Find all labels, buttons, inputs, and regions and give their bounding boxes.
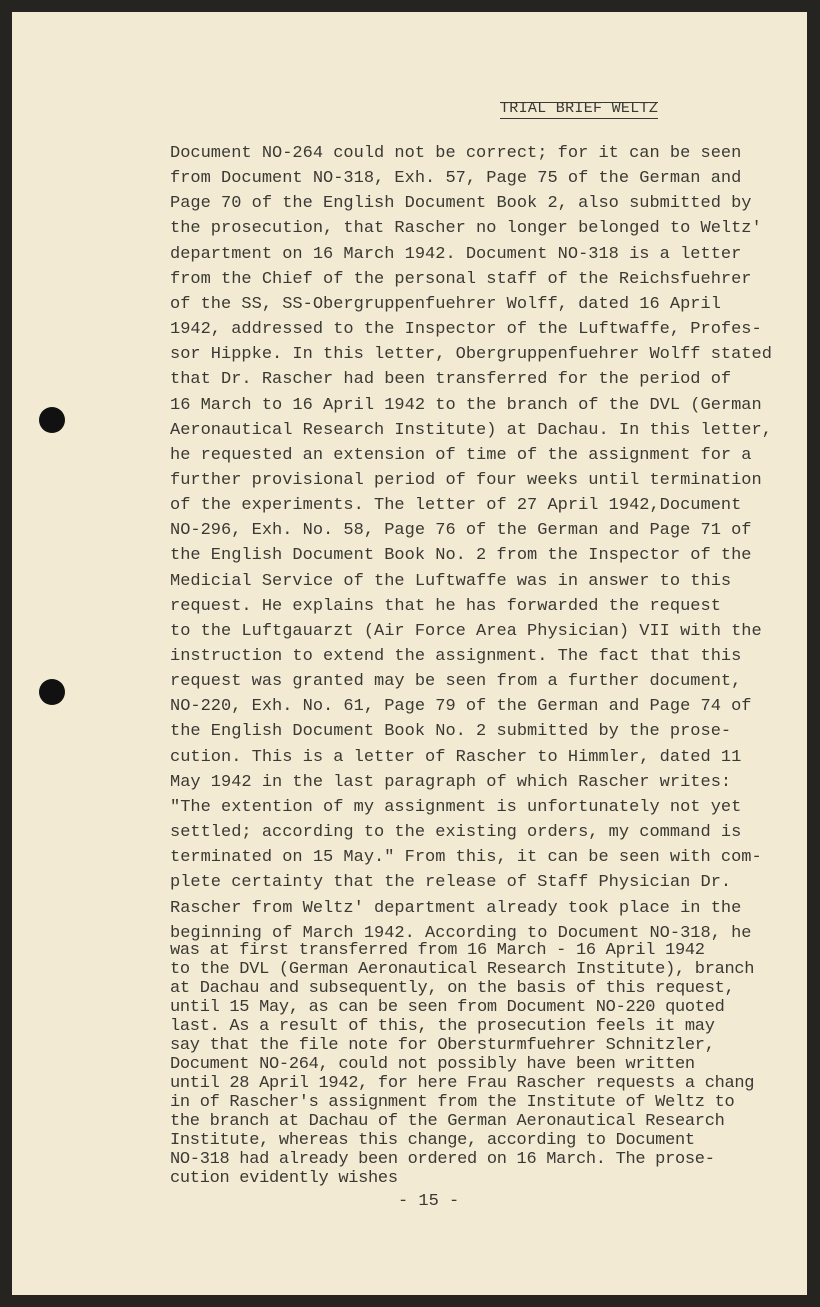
text-line: until 15 May, as can be seen from Document NO-220 quoted [170,998,725,1017]
text-line: settled; according to the existing orders, my command is [170,823,742,843]
text-line: request. He explains that he has forwarded the request [170,596,721,616]
text-line: 1942, addressed to the Inspector of the Luftwaffe, Profes- [170,320,762,340]
text-line: Page 70 of the English Document Book 2, also submitted by [170,194,752,214]
text-line: Aeronautical Research Institute) at Dachau. In this letter, [170,420,772,440]
text-line: was at first transferred from 16 March - 16 April 1942 [170,941,705,960]
text-line: to the Luftgauarzt (Air Force Area Physician) VII with the [170,621,762,641]
text-line: sor Hippke. In this letter, Obergruppenfuehrer Wolff stated [170,345,772,365]
text-line: the branch at Dachau of the German Aeronautical Research [170,1112,725,1131]
text-line: the English Document Book No. 2 submitted by the prose- [170,722,732,742]
punch-hole [39,407,65,433]
text-line: from Document NO-318, Exh. 57, Page 75 of the German and [170,169,742,189]
text-line: Document NO-264 could not be correct; for it can be seen [170,144,742,163]
text-line: to the DVL (German Aeronautical Research Institute), branch [170,960,755,979]
text-line: request was granted may be seen from a further document, [170,672,742,692]
text-line: terminated on 15 May." From this, it can be seen with com- [170,848,762,868]
text-line: cution evidently wishes [170,1169,398,1188]
text-line: the prosecution, that Rascher no longer belonged to Weltz' [170,219,762,239]
text-line: NO-296, Exh. No. 58, Page 76 of the German and Page 71 of [170,521,752,541]
text-line: of the SS, SS-Obergruppenfuehrer Wolff, dated 16 April [170,294,721,314]
text-line: in of Rascher's assignment from the Institute of Weltz to [170,1093,735,1112]
text-line: instruction to extend the assignment. The fact that this [170,647,742,666]
text-line: say that the file note for Obersturmfuehrer Schnitzler, [170,1036,715,1055]
text-line: Institute, whereas this change, according to Document [170,1131,695,1150]
text-line: NO-318 had already been ordered on 16 March. The prose- [170,1150,715,1169]
document-title: TRIAL BRIEF WELTZ [500,100,659,117]
text-line: cution. This is a letter of Rascher to Himmler, dated 11 [170,747,742,767]
text-line: at Dachau and subsequently, on the basis of this request, [170,979,735,998]
text-line: plete certainty that the release of Staff Physician Dr. [170,873,732,893]
text-line: the English Document Book No. 2 from the Inspector of the [170,546,752,566]
text-line: NO-220, Exh. No. 61, Page 79 of the German and Page 74 of [170,697,752,717]
text-line: of the experiments. The letter of 27 April 1942,Document [170,496,742,516]
punch-hole [39,679,65,705]
text-line: he requested an extension of time of the assignment for a [170,445,752,465]
text-line: 16 March to 16 April 1942 to the branch of the DVL (German [170,395,762,415]
text-line: last. As a result of this, the prosecution feels it may [170,1017,715,1036]
text-line: until 28 April 1942, for here Frau Rascher requests a chang [170,1074,755,1093]
text-line: Rascher from Weltz' department already took place in the [170,898,742,918]
text-line: May 1942 in the last paragraph of which Rascher writes: [170,772,732,792]
text-line: Medicial Service of the Luftwaffe was in answer to this [170,571,732,591]
text-line: Document NO-264, could not possibly have been written [170,1055,695,1074]
text-line: that Dr. Rascher had been transferred for the period of [170,370,732,390]
text-line: further provisional period of four weeks until termination [170,470,762,490]
text-line: from the Chief of the personal staff of the Reichsfuehrer [170,269,752,289]
text-line: beginning of March 1942. According to Document NO-318, he [170,923,752,943]
text-line: "The extention of my assignment is unfortunately not yet [170,797,742,817]
text-line: department on 16 March 1942. Document NO-318 is a letter [170,244,742,264]
page-number: - 15 - [398,1192,460,1211]
